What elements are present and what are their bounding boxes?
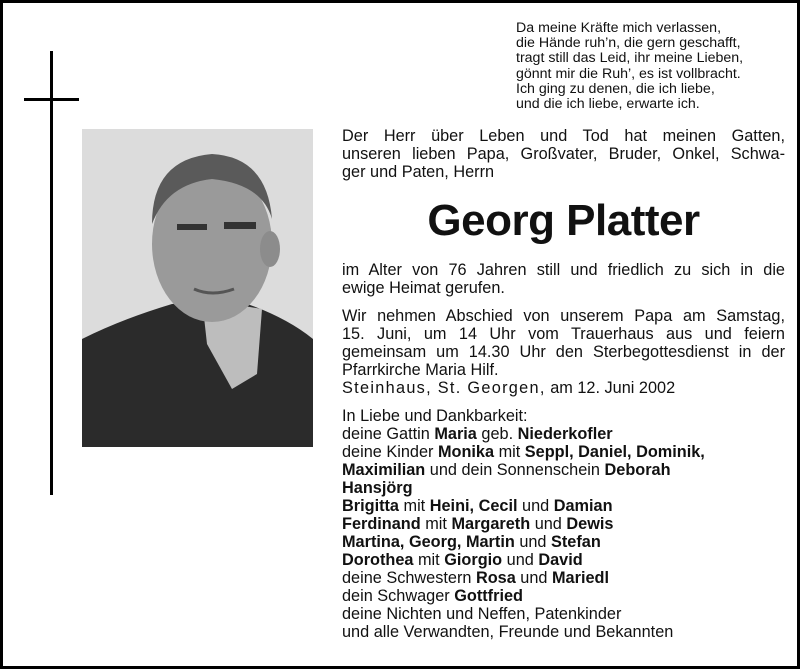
mourner-line xyxy=(342,461,705,479)
mourner-name: Niederkofler xyxy=(517,425,613,443)
place-date xyxy=(342,379,675,398)
poem-line: tragt still das Leid, ihr meine Lieben, xyxy=(516,50,744,67)
mourner-text: mit xyxy=(398,497,430,515)
mourner-name: Maria xyxy=(434,425,477,443)
mourner-name: Gottfried xyxy=(454,587,523,605)
mourner-text: deine Gattin xyxy=(342,425,435,443)
mourner-name: Ferdinand xyxy=(342,515,421,533)
mourner-name: Giorgio xyxy=(444,551,503,569)
mourner-line xyxy=(342,425,705,443)
mourner-line xyxy=(342,533,705,551)
poem-line: Da meine Kräfte mich verlassen, xyxy=(516,20,722,36)
age-paragraph xyxy=(342,261,785,297)
portrait-photo xyxy=(82,129,313,447)
mourner-name: Deborah xyxy=(604,461,671,479)
mourner-name: Maximilian xyxy=(342,461,426,479)
mourner-text: und alle Verwandten, Freunde und Bekannten xyxy=(342,623,674,641)
intro-paragraph xyxy=(342,127,785,181)
mourner-name: Martina, Georg, Martin xyxy=(342,533,515,551)
mourner-text: deine Nichten und Neffen, Patenkinder xyxy=(342,605,622,623)
poem-line: und die ich liebe, erwarte ich. xyxy=(516,96,700,113)
mourner-name: Stefan xyxy=(551,533,601,551)
poem-line: Ich ging zu denen, die ich liebe, xyxy=(516,80,715,97)
poem-line: die Hände ruh’n, die gern geschafft, xyxy=(516,35,741,52)
mourner-line xyxy=(342,623,705,641)
mourner-text: dein Schwager xyxy=(342,587,455,605)
mourner-line xyxy=(342,605,705,623)
place: Steinhaus, St. Georgen, xyxy=(342,379,546,397)
mourner-line xyxy=(342,551,705,569)
mourner-line xyxy=(342,443,705,461)
mourner-line xyxy=(342,479,705,497)
mourners-heading: In Liebe und Dankbarkeit: xyxy=(342,407,528,425)
mourner-text: und xyxy=(515,569,552,587)
age_text-line: ewige Heimat gerufen. xyxy=(342,279,505,297)
mourner-text: deine Kinder xyxy=(342,443,438,461)
mourner-name: David xyxy=(538,551,583,569)
mourner-name: Monika xyxy=(437,443,495,461)
cross-icon-bar xyxy=(24,98,79,101)
intro-line: unseren lieben Papa, Großvater, Bruder, Onkel, Schwa- xyxy=(342,145,785,163)
mourner-name: Damian xyxy=(553,497,613,515)
mourner-name: Seppl, Daniel, Dominik, xyxy=(524,443,705,461)
mourner-name: Heini, Cecil xyxy=(429,497,518,515)
age_text-line: im Alter von 76 Jahren still und friedlich zu sich in die xyxy=(342,261,785,279)
mourner-name: Dewis xyxy=(566,515,614,533)
mourner-text: mit xyxy=(420,515,452,533)
mourner-name: Dorothea xyxy=(342,551,414,569)
date: am 12. Juni 2002 xyxy=(550,379,676,397)
mourner-line xyxy=(342,515,705,533)
mourner-name: Hansjörg xyxy=(342,479,413,497)
cross-icon xyxy=(50,51,53,495)
mourner-text: und xyxy=(530,515,567,533)
funeral_text-line: 15. Juni, um 14 Uhr vom Trauerhaus aus und feiern xyxy=(342,325,785,343)
mourners-list xyxy=(342,407,705,641)
deceased-name: Georg Platter xyxy=(427,196,700,245)
poem-line: gönnt mir die Ruh’, es ist vollbracht. xyxy=(516,65,741,82)
mourner-text: und xyxy=(514,533,552,551)
intro-line: ger und Paten, Herrn xyxy=(342,163,495,181)
poem xyxy=(516,21,743,112)
mourner-line xyxy=(342,587,705,605)
mourner-name: Margareth xyxy=(451,515,531,533)
mourner-text: und dein Sonnenschein xyxy=(425,461,605,479)
funeral_text-line: Pfarrkirche Maria Hilf. xyxy=(342,361,499,379)
funeral-paragraph xyxy=(342,307,785,379)
mourner-text: und xyxy=(502,551,539,569)
mourner-line xyxy=(342,497,705,515)
mourner-name: Mariedl xyxy=(552,569,610,587)
mourner-line xyxy=(342,569,705,587)
mourner-text: deine Schwestern xyxy=(342,569,476,587)
mourner-text: geb. xyxy=(476,425,518,443)
funeral_text-line: gemeinsam um 14.30 Uhr den Sterbegottesdienst in der xyxy=(342,343,785,361)
mourner-text: mit xyxy=(413,551,445,569)
mourner-text: mit xyxy=(494,443,525,461)
mourner-name: Brigitta xyxy=(342,497,399,515)
mourner-name: Rosa xyxy=(475,569,516,587)
intro-line: Der Herr über Leben und Tod hat meinen Gatten, xyxy=(342,127,785,145)
funeral_text-line: Wir nehmen Abschied von unserem Papa am Samstag, xyxy=(342,307,785,325)
mourner-text: und xyxy=(517,497,554,515)
